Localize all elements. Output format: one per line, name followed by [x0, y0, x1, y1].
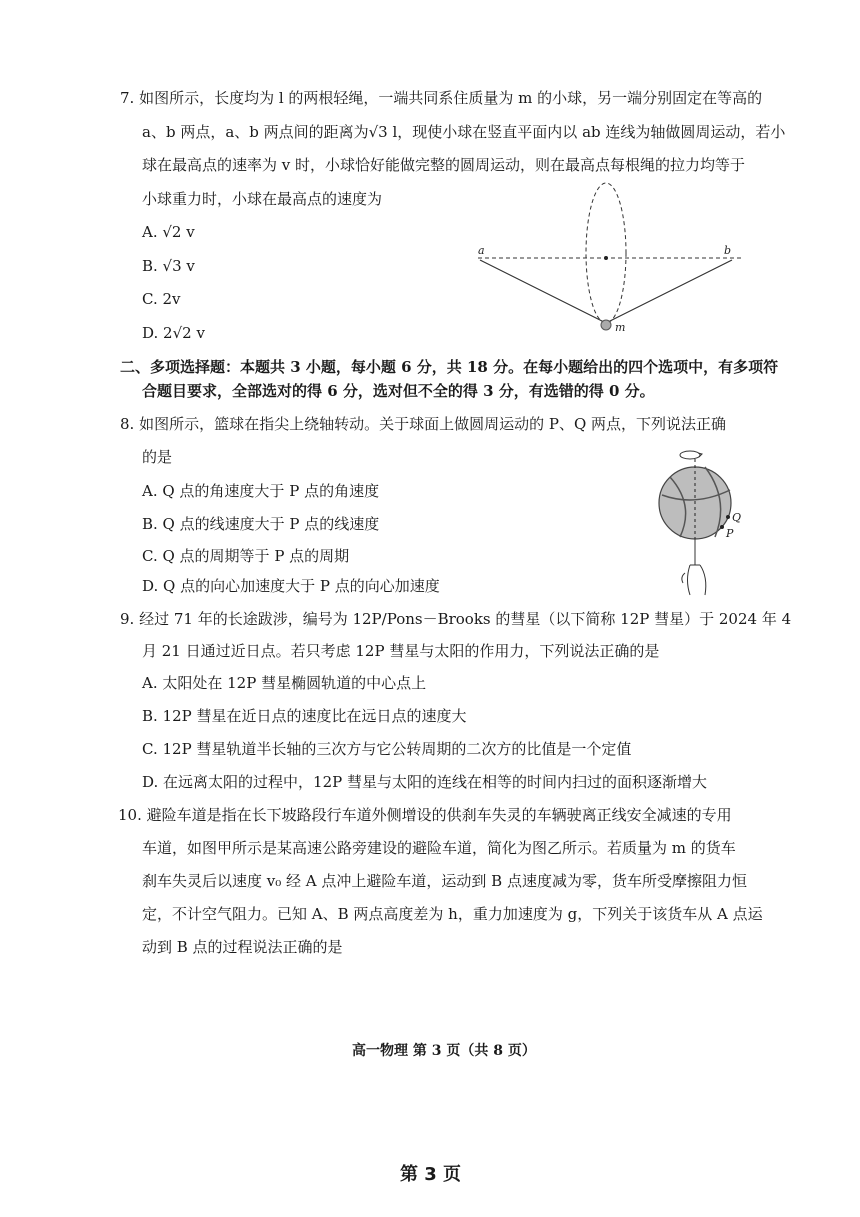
q7-option-b: B. √3 v	[142, 257, 195, 275]
q8-line-1: 8. 如图所示，篮球在指尖上绕轴转动。关于球面上做圆周运动的 P、Q 两点，下列说法正确	[120, 415, 727, 433]
q8-figure-basketball	[650, 445, 750, 605]
q7-line-4: 小球重力时，小球在最高点的速度为	[142, 190, 383, 208]
q8-option-b: B. Q 点的线速度大于 P 点的线速度	[142, 515, 380, 533]
q9-line-1: 9. 经过 71 年的长途跋涉，编号为 12P/Pons－Brooks 的彗星（以下简称 12P 彗星）于 2024 年 4	[120, 610, 792, 628]
q10-line-3: 刹车失灵后以速度 v₀ 经 A 点冲上避险车道，运动到 B 点速度减为零，货车所受摩擦阻力恒	[142, 872, 747, 890]
q9-option-c: C. 12P 彗星轨道半长轴的三次方与它公转周期的二次方的比值是一个定值	[142, 740, 632, 758]
q7-figure-rope-pendulum	[470, 178, 760, 338]
label-b: b	[724, 244, 732, 257]
q7-line-1: 7. 如图所示，长度均为 l 的两根轻绳，一端共同系住质量为 m 的小球，另一端分别固定在等高的	[120, 89, 763, 107]
label-a: a	[478, 244, 485, 257]
q7-line-2: a、b 两点，a、b 两点间的距离为√3 l，现使小球在竖直平面内以 ab 连线为轴做圆周运动，若小	[142, 123, 786, 141]
label-p: P	[726, 527, 734, 540]
q10-line-5: 动到 B 点的过程说法正确的是	[142, 938, 343, 956]
q9-option-a: A. 太阳处在 12P 彗星椭圆轨道的中心点上	[142, 674, 427, 692]
section2-heading-line-2: 合题目要求，全部选对的得 6 分，选对但不全的得 3 分，有选错的得 0 分。	[142, 382, 655, 400]
q9-option-b: B. 12P 彗星在近日点的速度比在远日点的速度大	[142, 707, 467, 725]
q10-line-1: 10. 避险车道是指在长下坡路段行车道外侧增设的供刹车失灵的车辆驶离正线安全减速的专用	[118, 806, 732, 824]
q7-option-d: D. 2√2 v	[142, 324, 205, 342]
q8-line-2: 的是	[142, 448, 173, 466]
q8-option-d: D. Q 点的向心加速度大于 P 点的向心加速度	[142, 577, 440, 595]
label-m: m	[615, 321, 626, 334]
q7-option-a: A. √2 v	[142, 223, 195, 241]
q7-option-c: C. 2v	[142, 290, 181, 308]
page-number: 第 3 页	[400, 1164, 462, 1185]
label-q: Q	[732, 511, 742, 524]
page-footer: 高一物理 第 3 页（共 8 页）	[352, 1043, 536, 1059]
q9-line-2: 月 21 日通过近日点。若只考虑 12P 彗星与太阳的作用力，下列说法正确的是	[142, 642, 660, 660]
q10-line-2: 车道，如图甲所示是某高速公路旁建设的避险车道，简化为图乙所示。若质量为 m 的货车	[142, 839, 736, 857]
q8-option-c: C. Q 点的周期等于 P 点的周期	[142, 547, 350, 565]
q7-line-3: 球在最高点的速率为 v 时，小球恰好能做完整的圆周运动，则在最高点每根绳的拉力均等于	[142, 156, 746, 174]
q10-line-4: 定，不计空气阻力。已知 A、B 两点高度差为 h，重力加速度为 g，下列关于该货车从 A 点运	[142, 905, 763, 923]
q8-option-a: A. Q 点的角速度大于 P 点的角速度	[142, 482, 380, 500]
q9-option-d: D. 在远离太阳的过程中，12P 彗星与太阳的连线在相等的时间内扫过的面积逐渐增大	[142, 773, 707, 791]
section2-heading-line-1: 二、多项选择题：本题共 3 小题，每小题 6 分，共 18 分。在每小题给出的四个选项中，有多项符	[120, 358, 779, 376]
